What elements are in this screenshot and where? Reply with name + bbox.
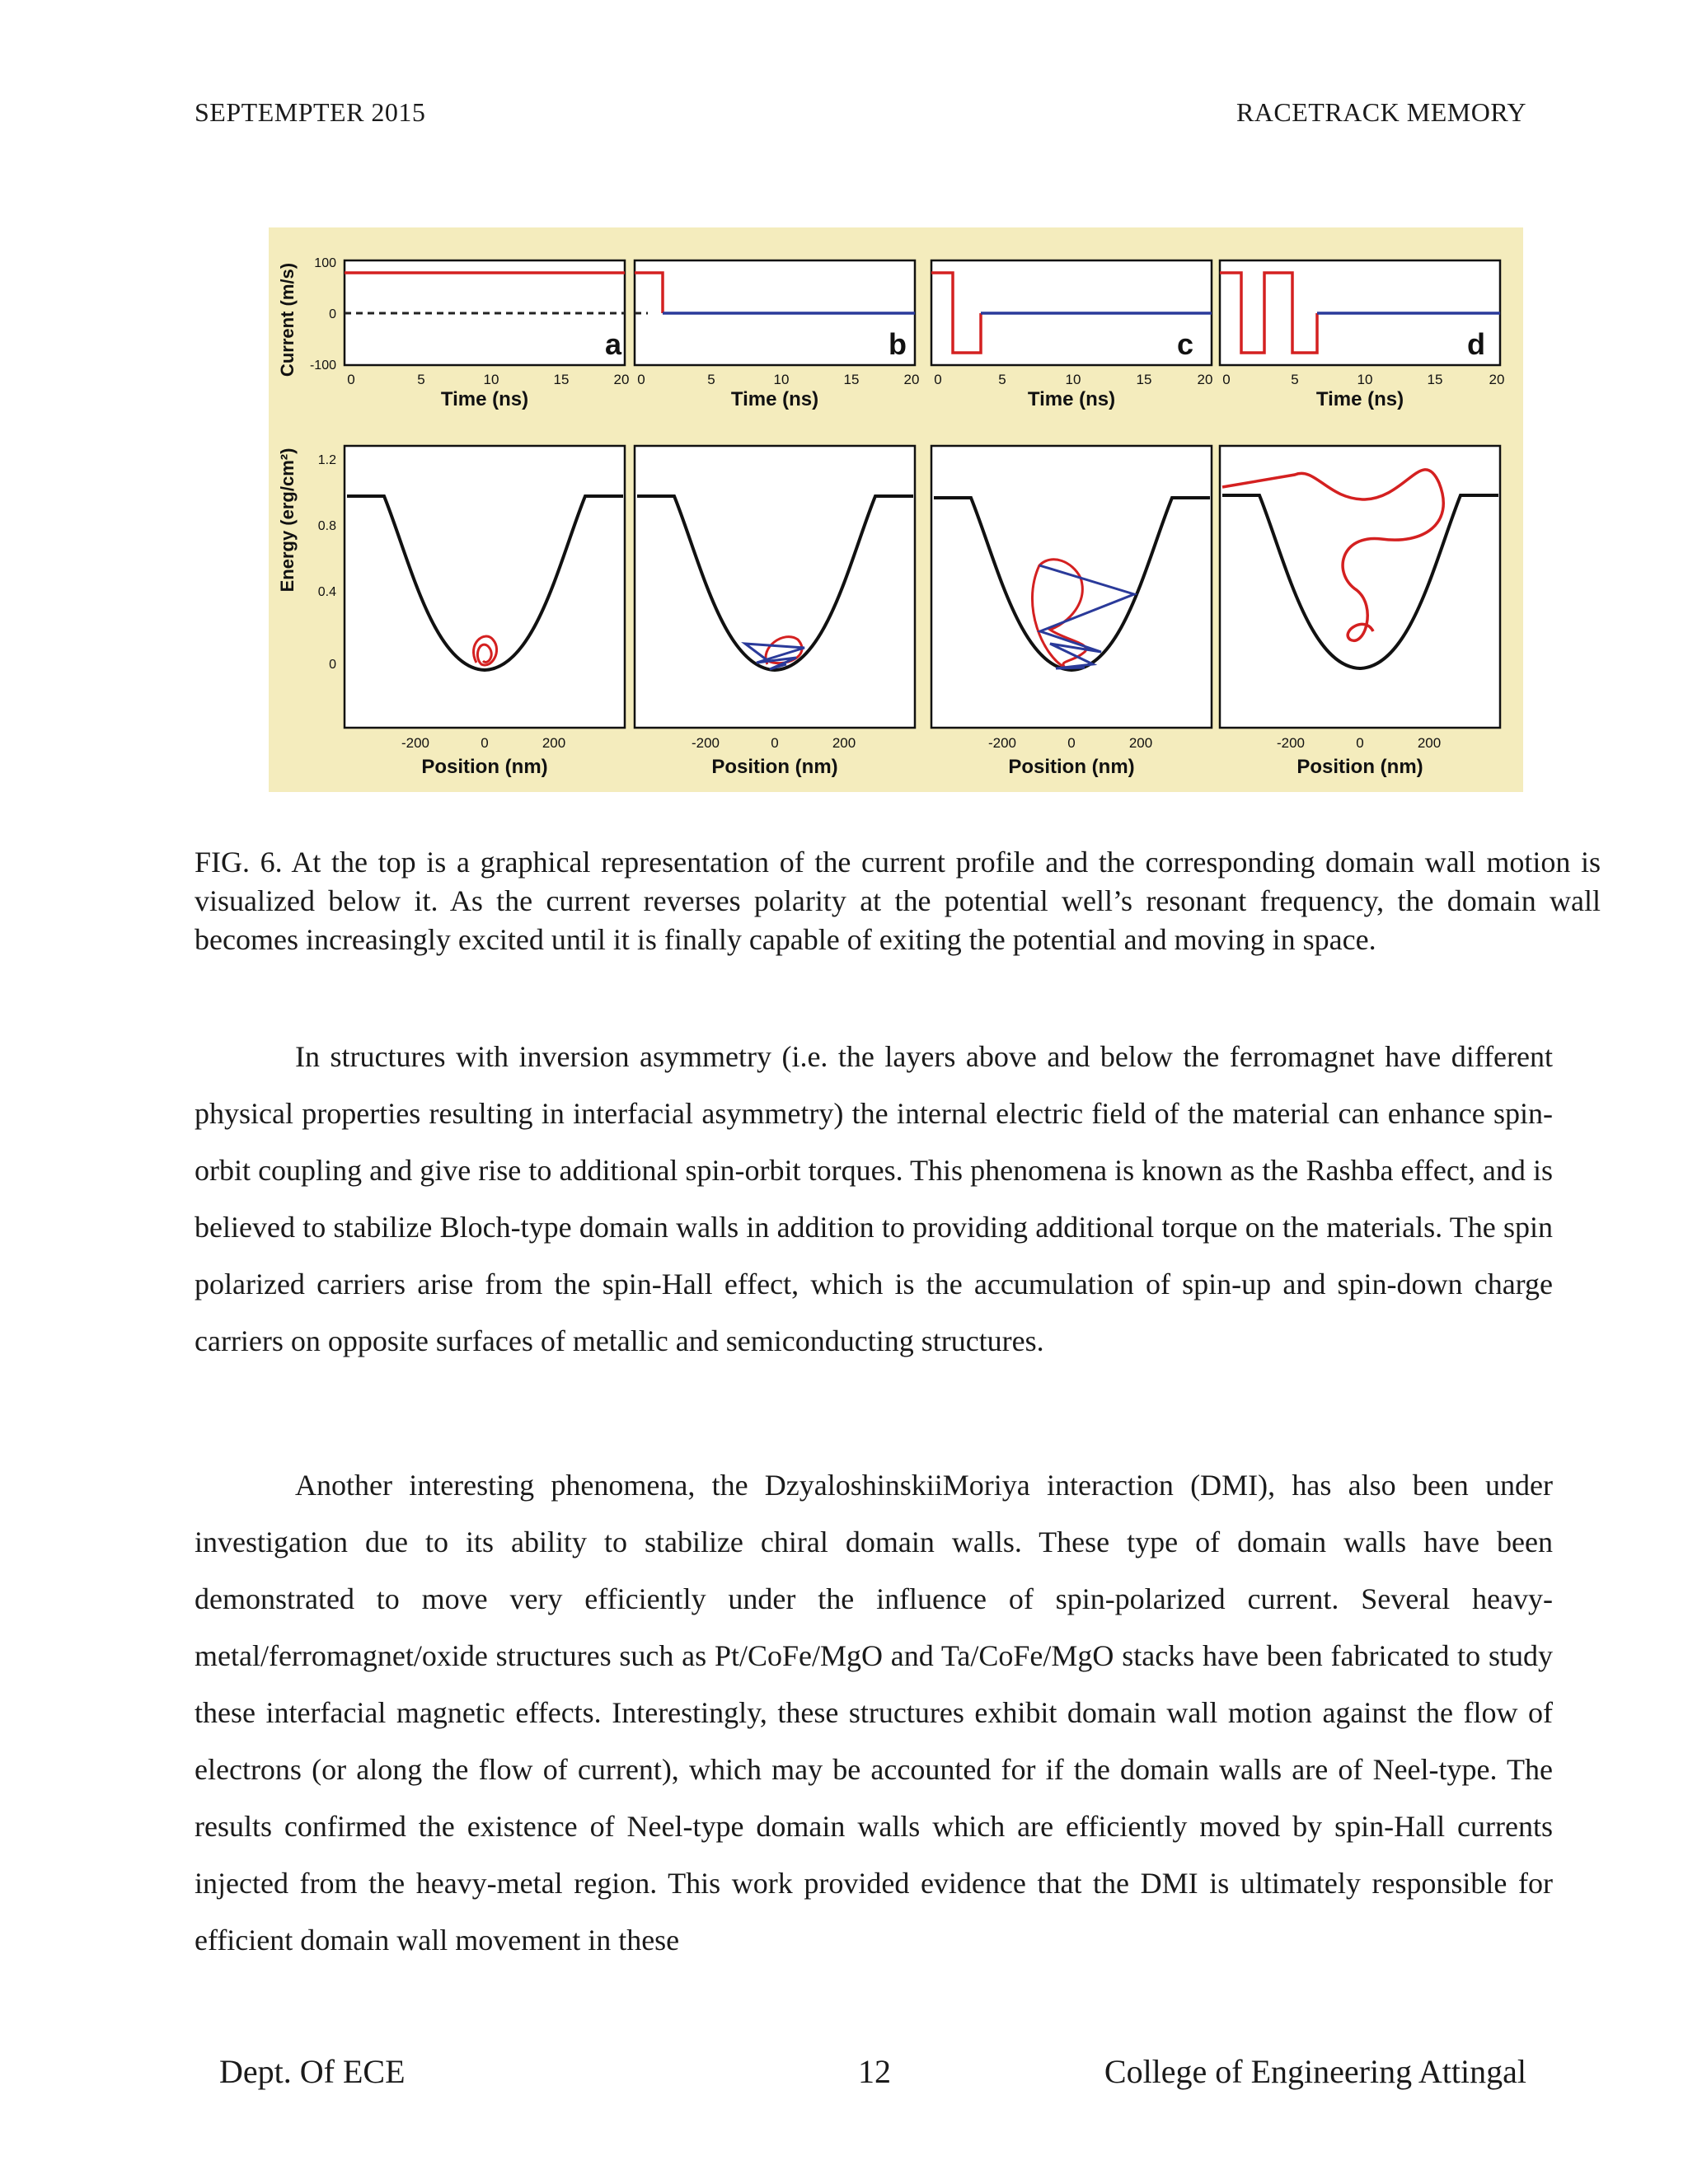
current-panel-a [310, 256, 629, 410]
tick-label: 10 [1065, 372, 1081, 387]
tick-label: 0 [637, 372, 645, 387]
tick-label: 5 [707, 372, 715, 387]
tick-label: 5 [998, 372, 1006, 387]
tick-label: 0 [329, 658, 336, 672]
figure-caption: FIG. 6. At the top is a graphical representation of the current profile and the corresponding domain wall motion is visualized below it. As the current reverses polarity at the potential well’s resonant frequency, the domain wall becomes increasingly excited until it is finally capable of exiting the potential and moving in space. [195, 846, 1601, 956]
tick-label: 0 [481, 735, 489, 751]
tick-label: 20 [613, 372, 630, 387]
tick-label: 200 [1417, 735, 1442, 751]
page-number: 12 [858, 2053, 891, 2090]
energy-xlabel: Position (nm) [421, 756, 548, 778]
energy-panel-c [931, 446, 1212, 778]
body-paragraph-1: In structures with inversion asymmetry (i.e. the layers above and below the ferromagnet have different physical properties resulting in interfacial asymmetry) the internal electric field of the material can enhance spin-orbit coupling and give rise to additional spin-orbit torques. This phenomena is known as the Rashba effect, and is believed to stabilize Bloch-type domain walls in addition to providing additional torque on the materials. The spin polarized carriers arise from the spin-Hall effect, which is the accumulation of spin-up and spin-down charge carriers on opposite surfaces of metallic and semiconducting structures. [195, 1040, 1553, 1357]
tick-label: 15 [1136, 372, 1152, 387]
footer-department: Dept. Of ECE [219, 2053, 406, 2090]
tick-label: 20 [1197, 372, 1213, 387]
current-xlabel: Time (ns) [1315, 388, 1404, 410]
tick-label: -200 [401, 735, 430, 751]
running-header [195, 97, 1526, 128]
body-paragraph-2: Another interesting phenomena, the DzyaloshinskiiMoriya interaction (DMI), has also been under investigation due to its ability to stabilize chiral domain walls. These type of domain walls have been demonstrated to move very efficiently under the influence of spin-polarized current. Several heavy-metal/ferromagnet/oxide structures such as Pt/CoFe/MgO and Ta/CoFe/MgO stacks have been fabricated to study these interfacial magnetic effects. Interestingly, these structures exhibit domain wall motion against the flow of electrons (or along the flow of current), which may be accounted for if the domain walls are of Neel-type. The results confirmed the existence of Neel-type domain walls which are efficiently moved by spin-Hall currents injected from the heavy-metal region. This work provided evidence that the DMI is ultimately responsible for efficient domain wall movement in these [195, 1469, 1553, 1957]
tick-label: -200 [1276, 735, 1306, 751]
tick-label: 200 [1128, 735, 1153, 751]
tick-label: 200 [832, 735, 856, 751]
panel-letter-c: c [1177, 327, 1194, 361]
panel-letter-a: a [605, 327, 622, 361]
energy-xlabel: Position (nm) [711, 756, 838, 778]
tick-label: 0 [934, 372, 942, 387]
energy-panel-a [318, 446, 625, 778]
tick-label: 5 [1291, 372, 1299, 387]
current-xlabel: Time (ns) [730, 388, 819, 410]
current-panel-c [931, 260, 1212, 410]
energy-xlabel: Position (nm) [1296, 756, 1423, 778]
tick-label: -200 [987, 735, 1017, 751]
tick-label: 20 [903, 372, 920, 387]
tick-label: -200 [691, 735, 720, 751]
figure-6 [269, 227, 1523, 792]
current-ylabel: Current (m/s) [277, 262, 298, 377]
header-title: RACETRACK MEMORY [1236, 97, 1526, 127]
energy-xlabel: Position (nm) [1008, 756, 1135, 778]
panel-letter-b: b [889, 327, 907, 361]
header-date: SEPTEMPTER 2015 [195, 97, 426, 127]
footer-college: College of Engineering Attingal [1104, 2053, 1526, 2090]
tick-label: 0 [329, 307, 336, 321]
tick-label: 5 [417, 372, 425, 387]
tick-label: 0.8 [317, 519, 336, 533]
current-xlabel: Time (ns) [1027, 388, 1116, 410]
tick-label: 0 [1222, 372, 1231, 387]
page-footer [219, 2052, 1526, 2091]
tick-label: 0 [771, 735, 779, 751]
tick-label: 100 [314, 256, 336, 270]
current-xlabel: Time (ns) [440, 388, 529, 410]
energy-panel-d [1220, 446, 1500, 778]
energy-panel-b [635, 446, 915, 778]
tick-label: -100 [309, 359, 336, 373]
tick-label: 15 [1427, 372, 1443, 387]
tick-label: 1.2 [317, 453, 336, 467]
figure-plot [269, 227, 1523, 792]
current-panel-d [1220, 260, 1504, 410]
energy-ylabel: Energy (erg/cm²) [277, 448, 298, 593]
tick-label: 10 [483, 372, 499, 387]
tick-label: 20 [1489, 372, 1505, 387]
tick-label: 200 [542, 735, 566, 751]
tick-label: 10 [773, 372, 790, 387]
tick-label: 15 [843, 372, 860, 387]
tick-label: 0.4 [317, 585, 336, 599]
current-panel-b [635, 260, 919, 410]
tick-label: 0 [1067, 735, 1076, 751]
tick-label: 0 [1356, 735, 1364, 751]
panel-letter-d: d [1467, 327, 1485, 361]
tick-label: 15 [553, 372, 570, 387]
tick-label: 0 [347, 372, 355, 387]
tick-label: 10 [1357, 372, 1373, 387]
